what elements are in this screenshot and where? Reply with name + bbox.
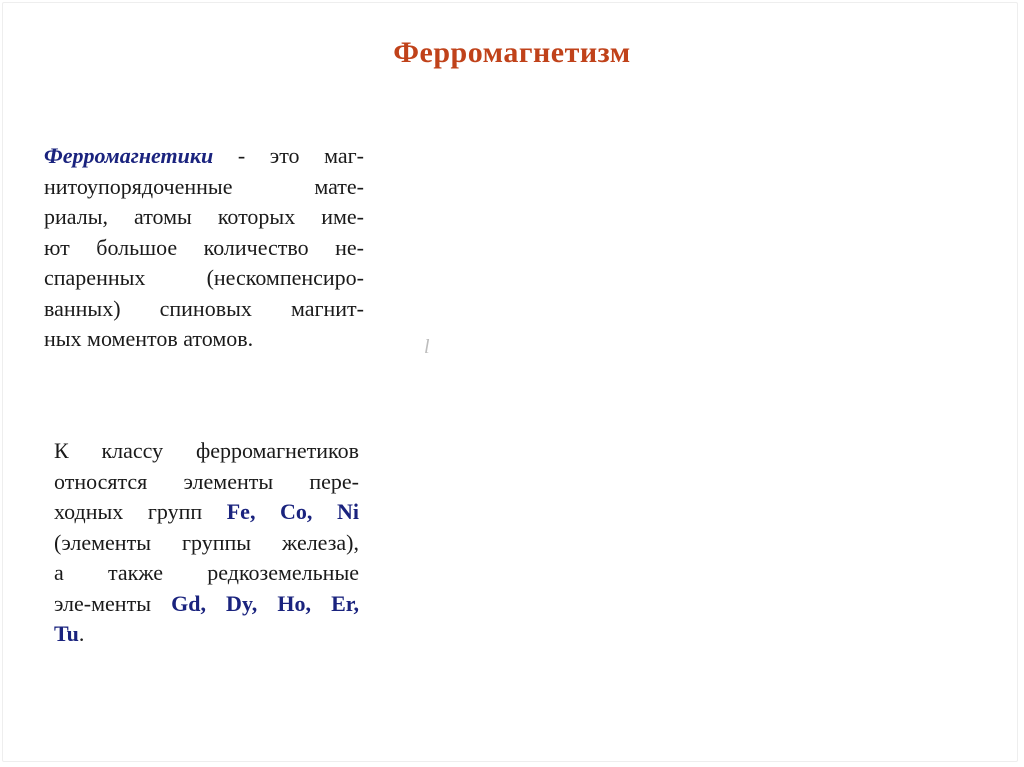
term-ferromagnetics: Ферромагнетики	[44, 143, 214, 168]
definition-text: - это маг-	[213, 143, 364, 168]
rare-earth-element-tu: Tu	[54, 621, 79, 646]
classification-paragraph	[54, 436, 359, 650]
slide-title: Ферромагнетизм	[393, 36, 631, 69]
definition-paragraph	[44, 141, 364, 355]
definition-line-1	[44, 141, 364, 172]
classification-line-4: (элементы группы железа),	[54, 529, 359, 555]
line-3-prefix: ходных групп	[54, 499, 227, 524]
line-6-prefix: эле-менты	[54, 590, 172, 616]
definition-line-2: нитоупорядоченные мате-	[44, 173, 364, 199]
line-7-suffix: .	[78, 621, 85, 646]
definition-line-4: ют большое количество не-	[44, 234, 364, 260]
definition-line-3: риалы, атомы которых име-	[44, 204, 364, 229]
stray-mark: l	[424, 336, 430, 358]
classification-line-1: К классу ферромагнетиков	[54, 438, 359, 463]
transition-elements: Fe, Co, Ni	[226, 499, 359, 524]
definition-line-6: ванных) спиновых магнит-	[44, 295, 364, 321]
definition-line-7: ных моментов атомов.	[44, 326, 254, 351]
classification-line-7	[54, 619, 359, 650]
classification-line-5: а также редкоземельные	[54, 560, 359, 585]
definition-line-5: спаренных (нескомпенсиро-	[44, 265, 364, 290]
rare-earth-elements: Gd, Dy, Ho, Er,	[171, 590, 359, 616]
classification-line-2: относятся элементы пере-	[54, 468, 359, 494]
classification-line-6	[54, 589, 359, 620]
classification-line-3	[54, 497, 359, 528]
